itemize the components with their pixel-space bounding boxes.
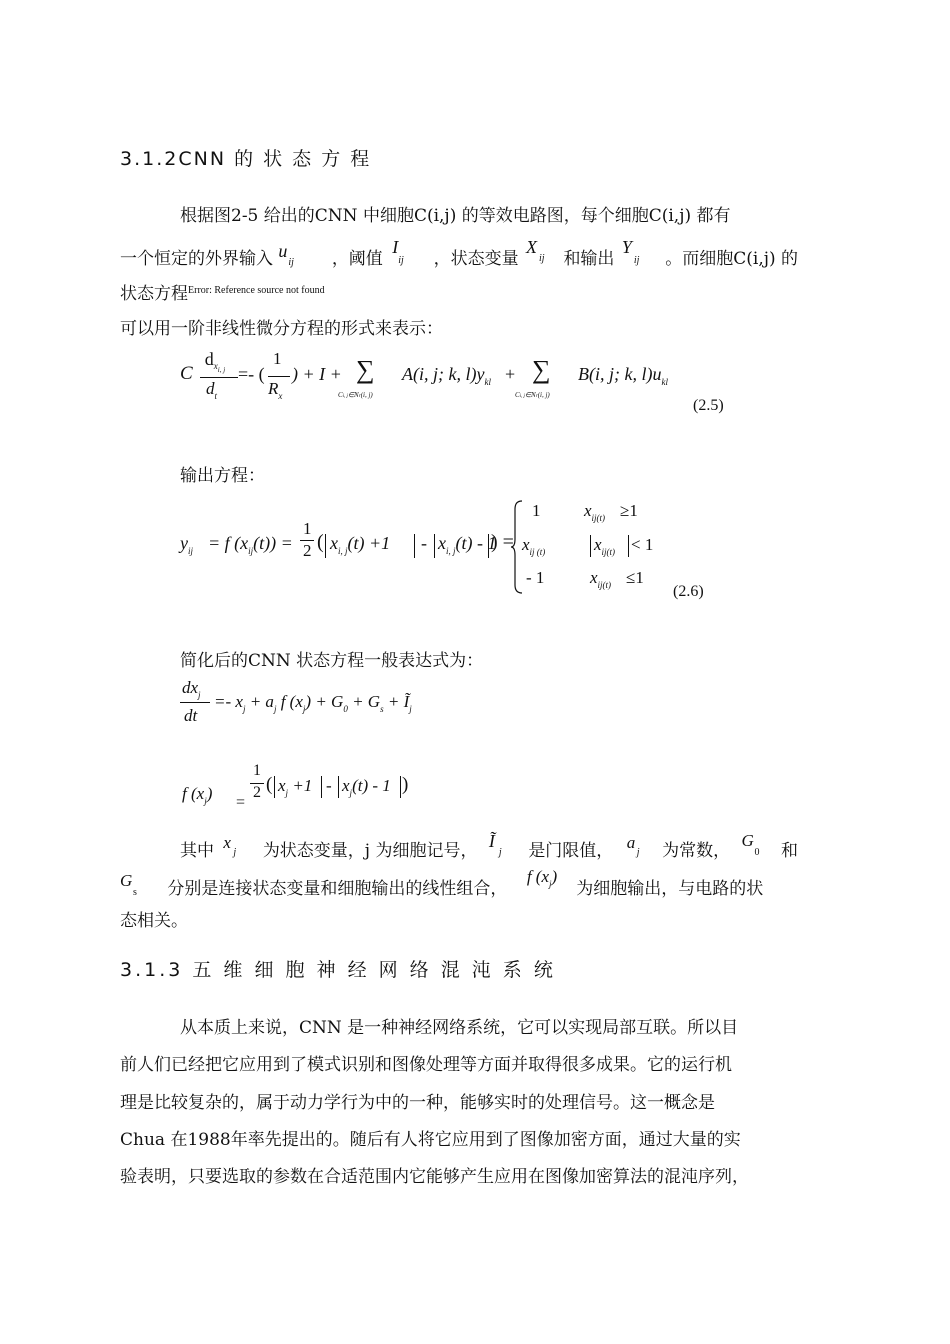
section-313-heading: 3.1.3 五 维 细 胞 神 经 网 络 混 沌 系 统: [120, 959, 556, 981]
body-line-4: Chua 在1988年率先提出的。随后有人将它应用到了图像加密方面，通过大量的实: [120, 1130, 741, 1150]
case2-x: $x_{ij(t)}$: [594, 535, 616, 557]
case2-abs-bar-1: [590, 535, 591, 557]
case3-condition: ≤1: [626, 568, 644, 587]
para1-line2-c: ，状态变量: [433, 249, 519, 269]
body-line-3: 理是比较复杂的，属于动力学行为中的一种，能够实时的处理信号。这一概念是: [120, 1093, 715, 1113]
case2-value: $x_{ij (t)}$: [522, 535, 546, 557]
eq26-label: (2.6): [673, 583, 704, 600]
explain-l1-a: 其中: [180, 841, 214, 861]
para1-line2-b: ，阈值: [331, 249, 383, 269]
eq26-abs-bar-1: [325, 534, 326, 558]
eq26-x1: $x_{i, j}(t) +1$: [330, 533, 391, 556]
simplified-rhs: =- $x_j + a_j$ f $(x_j) + G_0 + G_s$ + $Ĩ_j$: [214, 692, 412, 714]
para1-line2-a: 一个恒定的外界输入: [120, 249, 273, 269]
case2-abs-bar-2: [628, 535, 629, 557]
eq25-B-term: B(i, j; k, $l)u_{kl}$: [578, 364, 668, 387]
sum-icon-1: ∑: [356, 355, 375, 384]
body-line-2: 前人们已经把它应用到了模式识别和图像处理等方面并取得很多成果。它的运行机: [120, 1055, 732, 1075]
case2-condition: < 1: [631, 535, 654, 554]
eq25-one: 1: [273, 349, 282, 368]
equation-2-5: [180, 345, 740, 425]
error-reference: Error: Reference source not found: [188, 285, 325, 296]
eq26-abs-bar-3: [434, 534, 435, 558]
simplified-state-equation: [180, 678, 480, 738]
f-abs-bar-4: [400, 776, 401, 798]
para1-line1: 根据图2-5 给出的CNN 中细胞C(i,j) 的等效电路图，每个细胞C(i,j) 都有: [180, 206, 731, 226]
eq25-equals-minus: =- (: [238, 364, 265, 384]
f-open-paren: (: [266, 774, 273, 795]
simplified-fraction-bar: [180, 702, 210, 703]
simplified-dx: $dx_j$: [182, 678, 201, 700]
eq25-C: C: [180, 363, 193, 384]
case1-value: 1: [532, 501, 541, 520]
eq26-f-x: = f $(x_{ij}(t))$ =: [208, 533, 293, 556]
eq25-R: $R_x$: [268, 379, 283, 401]
eq26-minus: -: [421, 533, 427, 553]
f-lhs: f $(x_j)$: [182, 784, 213, 806]
body-line-1: 从本质上来说，CNN 是一种神经网络系统，它可以实现局部互联。所以目: [180, 1018, 739, 1038]
eq25-A-term: A(i, j; k, $l)y_{kl}$: [402, 364, 491, 387]
eq26-abs-bar-2: [414, 534, 415, 558]
para1-line3: [120, 273, 325, 312]
equation-2-6: [180, 495, 720, 605]
f-abs-bar-3: [338, 776, 339, 798]
f-minus: -: [326, 776, 332, 795]
para1-line2: 一个恒定的外界输入 u ij ，阈值 I ij ，状态变量 X ij 和输出 Y ij 。而细胞C(i,j) 的: [120, 237, 799, 269]
eq26-intro: 输出方程：: [180, 466, 265, 486]
explain-l2-a: 分别是连接状态变量和细胞输出的线性组合，: [167, 879, 508, 899]
eq25-fraction: $d_{xi, j}$: [204, 349, 226, 374]
f-close-paren: ): [402, 774, 409, 795]
eq25-plus: +: [505, 364, 516, 384]
eq26-open-paren: (: [317, 531, 324, 553]
body-line-5: 验表明，只要选取的参数在合适范围内它能够产生应用在图像加密算法的混沌序列，: [120, 1167, 749, 1187]
f-abs-bar-1: [274, 776, 275, 798]
eq25-denominator: $d_t$: [206, 379, 218, 401]
explain-l1-c: 是门限值，: [528, 841, 614, 861]
eq25-sum1-range: Ci, j∈Nr(i, j): [338, 391, 373, 399]
para1-line2-e: 。而细胞C(i,j) 的: [665, 249, 799, 269]
case1-x: $x_{ij(t)}$: [584, 501, 606, 523]
explain-l2-b: 为细胞输出，与电路的状: [576, 879, 764, 899]
eq26-y: $y_{ij}$: [180, 533, 194, 556]
eq25-one-over-R-bar: [268, 376, 290, 377]
eq25-plus-I: ) + I +: [292, 364, 342, 384]
simplified-intro: 简化后的CNN 状态方程一般表达式为：: [180, 651, 484, 671]
explain-l1-e: 和: [780, 841, 798, 861]
simplified-dt: dt: [184, 706, 198, 725]
explain-line2: G s 分别是连接状态变量和细胞输出的线性组合， f $(x_j)$ 为细胞输出，与电路的状: [120, 867, 764, 899]
explain-line3: 态相关。: [120, 911, 188, 931]
f-xj-equation: [182, 762, 442, 812]
eq25-label: (2.5): [693, 397, 724, 414]
case3-value: - 1: [526, 568, 545, 587]
f-abs-bar-2: [321, 776, 322, 798]
para1-line2-d: 和输出: [563, 249, 615, 269]
explain-l1-d: 为常数，: [662, 841, 731, 861]
eq26-x2: $x_{i, j}(t) - 1$: [438, 533, 497, 556]
para2: 可以用一阶非线性微分方程的形式来表示：: [120, 319, 443, 339]
f-equals: =: [236, 794, 246, 811]
eq26-abs-bar-4: [488, 534, 489, 558]
section-312-heading: 3.1.2CNN 的 状 态 方 程: [120, 148, 372, 170]
f-x2: $x_j(t) - 1$: [342, 776, 391, 798]
explain-l1-b: 为状态变量，j 为细胞记号，: [262, 841, 478, 861]
eq26-close-equals: ) =: [491, 531, 514, 553]
f-half-den: 2: [253, 784, 261, 801]
explain-line1: 其中 x j 为状态变量，j 为细胞记号， Ĩ j 是门限值， a j 为常数， G 0 和: [180, 831, 798, 861]
eq26-half-den: 2: [303, 541, 312, 560]
case1-condition: ≥1: [620, 501, 638, 520]
eq25-fraction-bar: [200, 377, 238, 378]
sum-icon-2: ∑: [532, 355, 551, 384]
f-x1: $x_j +1$: [278, 776, 313, 798]
f-half-num: 1: [253, 762, 261, 779]
eq26-half-num: 1: [303, 519, 312, 538]
para1-line3-text: 状态方程: [120, 284, 188, 304]
eq25-sum2-range: Ci, j∈Nr(i, j): [515, 391, 550, 399]
case3-x: $x_{ij(t)}$: [590, 568, 612, 590]
